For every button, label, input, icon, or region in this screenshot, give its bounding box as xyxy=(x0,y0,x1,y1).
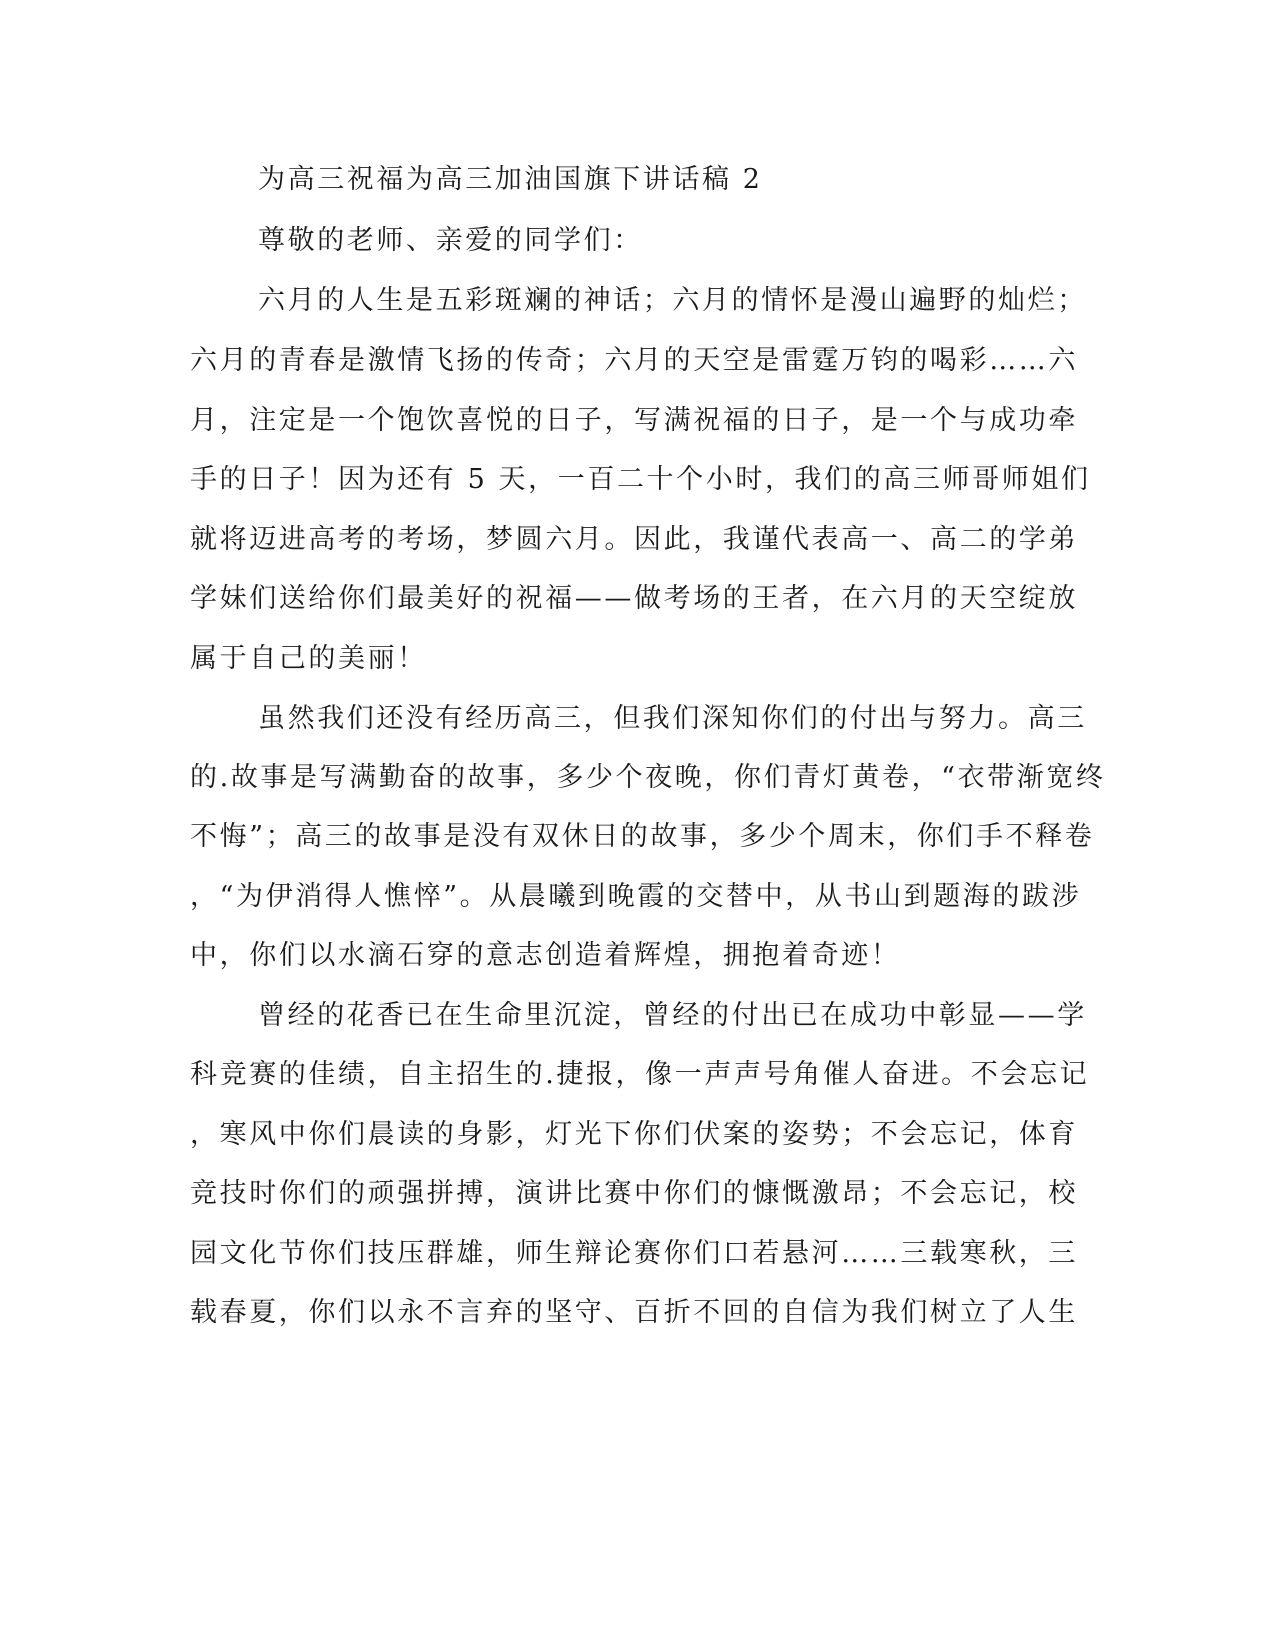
document-title: 为高三祝福为高三加油国旗下讲话稿 2 xyxy=(258,164,763,195)
text-line: 科竞赛的佳绩，自主招生的.捷报，像一声声号角催人奋进。不会忘记 xyxy=(190,1059,1090,1090)
text-line: 六月的人生是五彩斑斓的神话；六月的情怀是漫山遍野的灿烂； xyxy=(258,285,1087,316)
text-line: 载春夏，你们以永不言弃的坚守、百折不回的自信为我们树立了人生 xyxy=(190,1297,1078,1328)
text-line: 学妹们送给你们最美好的祝福——做考场的王者，在六月的天空绽放 xyxy=(190,583,1078,614)
text-line: 不悔”；高三的故事是没有双休日的故事，多少个周末，你们手不释卷 xyxy=(190,821,1095,852)
text-line: 园文化节你们技压群雄，师生辩论赛你们口若悬河……三载寒秋，三 xyxy=(190,1238,1078,1269)
text-line: 月，注定是一个饱饮喜悦的日子，写满祝福的日子，是一个与成功牵 xyxy=(190,405,1078,436)
text-line: 曾经的花香已在生命里沉淀，曾经的付出已在成功中彰显——学 xyxy=(258,1000,1087,1031)
text-line: 虽然我们还没有经历高三，但我们深知你们的付出与努力。高三 xyxy=(258,703,1087,734)
text-line: 竞技时你们的顽强拼搏，演讲比赛中你们的慷慨激昂；不会忘记，校 xyxy=(190,1178,1078,1209)
text-line: 的.故事是写满勤奋的故事，多少个夜晚，你们青灯黄卷，“衣带渐宽终 xyxy=(190,762,1106,793)
text-line: 就将迈进高考的考场，梦圆六月。因此，我谨代表高一、高二的学弟 xyxy=(190,524,1078,555)
text-line: 手的日子！因为还有 5 天，一百二十个小时，我们的高三师哥师姐们 xyxy=(190,464,1091,495)
text-line: 属于自己的美丽！ xyxy=(190,643,427,674)
text-line: ，“为伊消得人憔悴”。从晨曦到晚霞的交替中，从书山到题海的跋涉 xyxy=(190,881,1082,912)
text-line: 中，你们以水滴石穿的意志创造着辉煌，拥抱着奇迹！ xyxy=(190,940,901,971)
salutation: 尊敬的老师、亲爱的同学们： xyxy=(258,225,643,256)
text-line: ，寒风中你们晨读的身影，灯光下你们伏案的姿势；不会忘记，体育 xyxy=(190,1119,1078,1150)
text-line: 六月的青春是激情飞扬的传奇；六月的天空是雷霆万钧的喝彩……六 xyxy=(190,345,1078,376)
